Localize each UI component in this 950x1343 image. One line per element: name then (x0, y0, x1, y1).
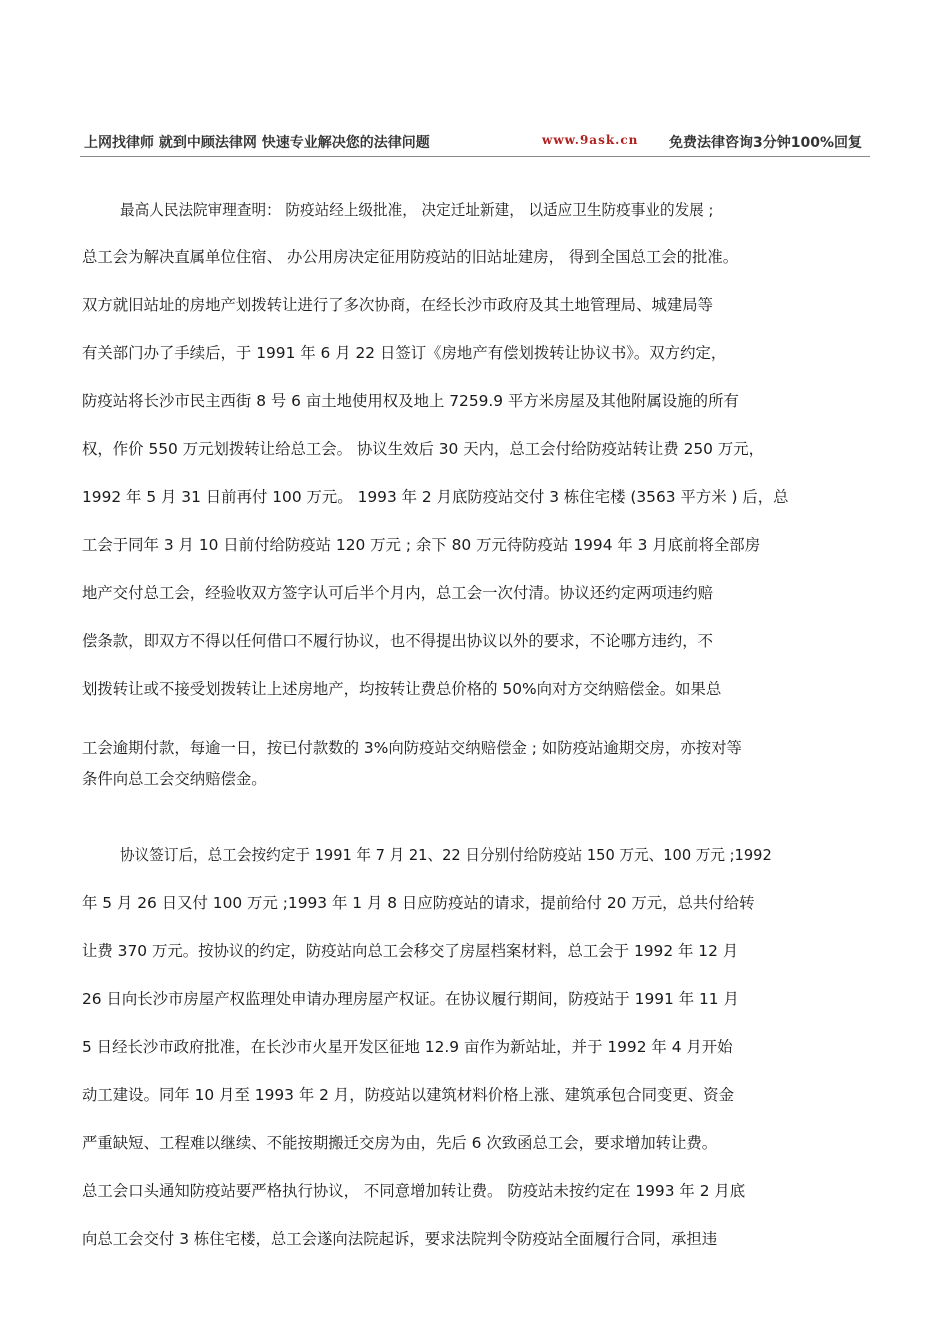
paragraph-line: 工会逾期付款，每逾一日，按已付款数的 3%向防疫站交纳赔偿金 ; 如防疫站逾期交房，亦按对等 (82, 739, 742, 757)
paragraph-line: 工会于同年 3 月 10 日前付给防疫站 120 万元 ; 余下 80 万元待防疫站 1994 年 3 月底前将全部房 (82, 536, 761, 554)
paragraph-line: 向总工会交付 3 栋住宅楼，总工会遂向法院起诉，要求法院判令防疫站全面履行合同，承担违 (82, 1230, 718, 1248)
paragraph-line: 总工会口头通知防疫站要严格执行协议， 不同意增加转让费。 防疫站未按约定在 1993 年 2 月底 (82, 1182, 746, 1200)
paragraph-line: 5 日经长沙市政府批准，在长沙市火星开发区征地 12.9 亩作为新站址，并于 1992 年 4 月开始 (82, 1038, 733, 1056)
paragraph-line: 年 5 月 26 日又付 100 万元 ;1993 年 1 月 8 日应防疫站的请求，提前给付 20 万元，总共付给转 (82, 894, 755, 912)
banner-consult-text: 免费法律咨询3分钟100%回复 (669, 135, 862, 151)
paragraph-line: 防疫站将长沙市民主西街 8 号 6 亩土地使用权及地上 7259.9 平方米房屋及其他附属设施的所有 (82, 392, 739, 410)
paragraph-line: 双方就旧站址的房地产划拨转让进行了多次协商，在经长沙市政府及其土地管理局、城建局等 (82, 296, 714, 314)
paragraph-line: 总工会为解决直属单位住宿、 办公用房决定征用防疫站的旧站址建房， 得到全国总工会的批准。 (82, 248, 739, 266)
paragraph-line: 条件向总工会交纳赔偿金。 (82, 770, 267, 788)
paragraph-line: 26 日向长沙市房屋产权监理处申请办理房屋产权证。在协议履行期间，防疫站于 1991 年 11 月 (82, 990, 739, 1008)
paragraph-line: 地产交付总工会，经验收双方签字认可后半个月内，总工会一次付清。协议还约定两项违约赔 (82, 584, 714, 602)
paragraph-line: 有关部门办了手续后，于 1991 年 6 月 22 日签订《房地产有偿划拨转让协议书》。双方约定， (82, 344, 727, 362)
paragraph-line: 最高人民法院审理查明： 防疫站经上级批准， 决定迁址新建， 以适应卫生防疫事业的发展 ; (120, 201, 714, 219)
paragraph-line: 1992 年 5 月 31 日前再付 100 万元。 1993 年 2 月底防疫站交付 3 栋住宅楼 (3563 平方米 ) 后，总 (82, 488, 789, 506)
paragraph-line: 协议签订后，总工会按约定于 1991 年 7 月 21、22 日分别付给防疫站 150 万元、100 万元 ;1992 (120, 846, 772, 864)
paragraph-line: 严重缺短、工程难以继续、不能按期搬迁交房为由，先后 6 次致函总工会，要求增加转让费。 (82, 1134, 718, 1152)
paragraph-line: 划拨转让或不接受划拨转让上述房地产，均按转让费总价格的 50%向对方交纳赔偿金。如果总 (82, 680, 722, 698)
banner-slogan: 上网找律师 就到中顾法律网 快速专业解决您的法律问题 (84, 135, 430, 151)
paragraph-line: 偿条款，即双方不得以任何借口不履行协议，也不得提出协议以外的要求，不论哪方违约，不 (82, 632, 714, 650)
paragraph-line: 让费 370 万元。按协议的约定，防疫站向总工会移交了房屋档案材料，总工会于 1992 年 12 月 (82, 942, 739, 960)
paragraph-line: 权，作价 550 万元划拨转让给总工会。 协议生效后 30 天内，总工会付给防疫站转让费 250 万元， (82, 440, 765, 458)
banner-url-link[interactable]: www.9ask.cn (542, 133, 639, 147)
header-banner (80, 128, 870, 157)
paragraph-line: 动工建设。同年 10 月至 1993 年 2 月，防疫站以建筑材料价格上涨、建筑承包合同变更、资金 (82, 1086, 734, 1104)
